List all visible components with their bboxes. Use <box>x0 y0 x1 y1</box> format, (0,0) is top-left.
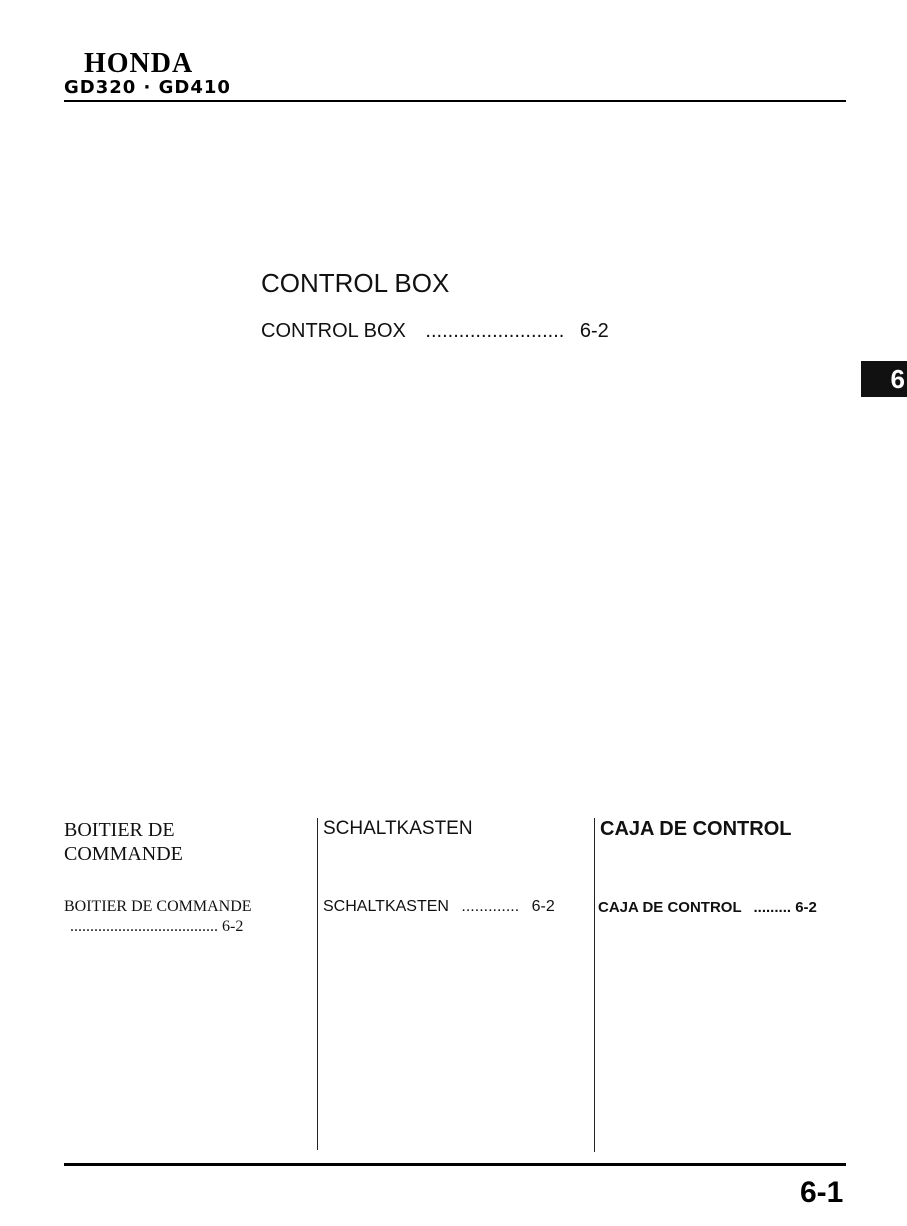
toc-entry[interactable] <box>261 320 609 343</box>
german-entry-label: SCHALTKASTEN <box>323 898 449 915</box>
chapter-tab: 6 <box>861 361 907 397</box>
page-number: 6-1 <box>800 1176 844 1209</box>
spanish-title: CAJA DE CONTROL <box>600 818 792 840</box>
spanish-entry-leader: ......... <box>753 899 792 916</box>
spanish-toc-entry[interactable] <box>598 899 817 916</box>
toc-entry-leader: ......................... <box>425 320 565 342</box>
spanish-entry-label: CAJA DE CONTROL <box>598 899 742 916</box>
spanish-entry-page: 6-2 <box>795 899 817 916</box>
column-divider-left <box>317 818 318 1150</box>
german-toc-entry[interactable] <box>323 898 555 916</box>
french-entry-leader: ..................................... <box>70 918 218 935</box>
brand-logo: HONDA <box>84 48 194 79</box>
toc-entry-label: CONTROL BOX <box>261 320 406 342</box>
header-rule <box>64 100 846 102</box>
german-entry-leader: ............. <box>461 898 520 915</box>
french-title: BOITIER DE COMMANDE <box>64 819 183 865</box>
french-entry-label: BOITIER DE COMMANDE <box>64 898 252 915</box>
footer-rule <box>64 1163 846 1166</box>
german-entry-page: 6-2 <box>531 898 555 915</box>
german-title: SCHALTKASTEN <box>323 818 473 839</box>
toc-entry-page: 6-2 <box>579 320 609 342</box>
column-divider-right <box>594 818 595 1152</box>
section-title: CONTROL BOX <box>261 268 450 298</box>
french-entry-page: 6-2 <box>222 918 244 935</box>
model-label: GD320 · GD410 <box>64 77 231 98</box>
french-toc-entry[interactable] <box>64 897 252 937</box>
